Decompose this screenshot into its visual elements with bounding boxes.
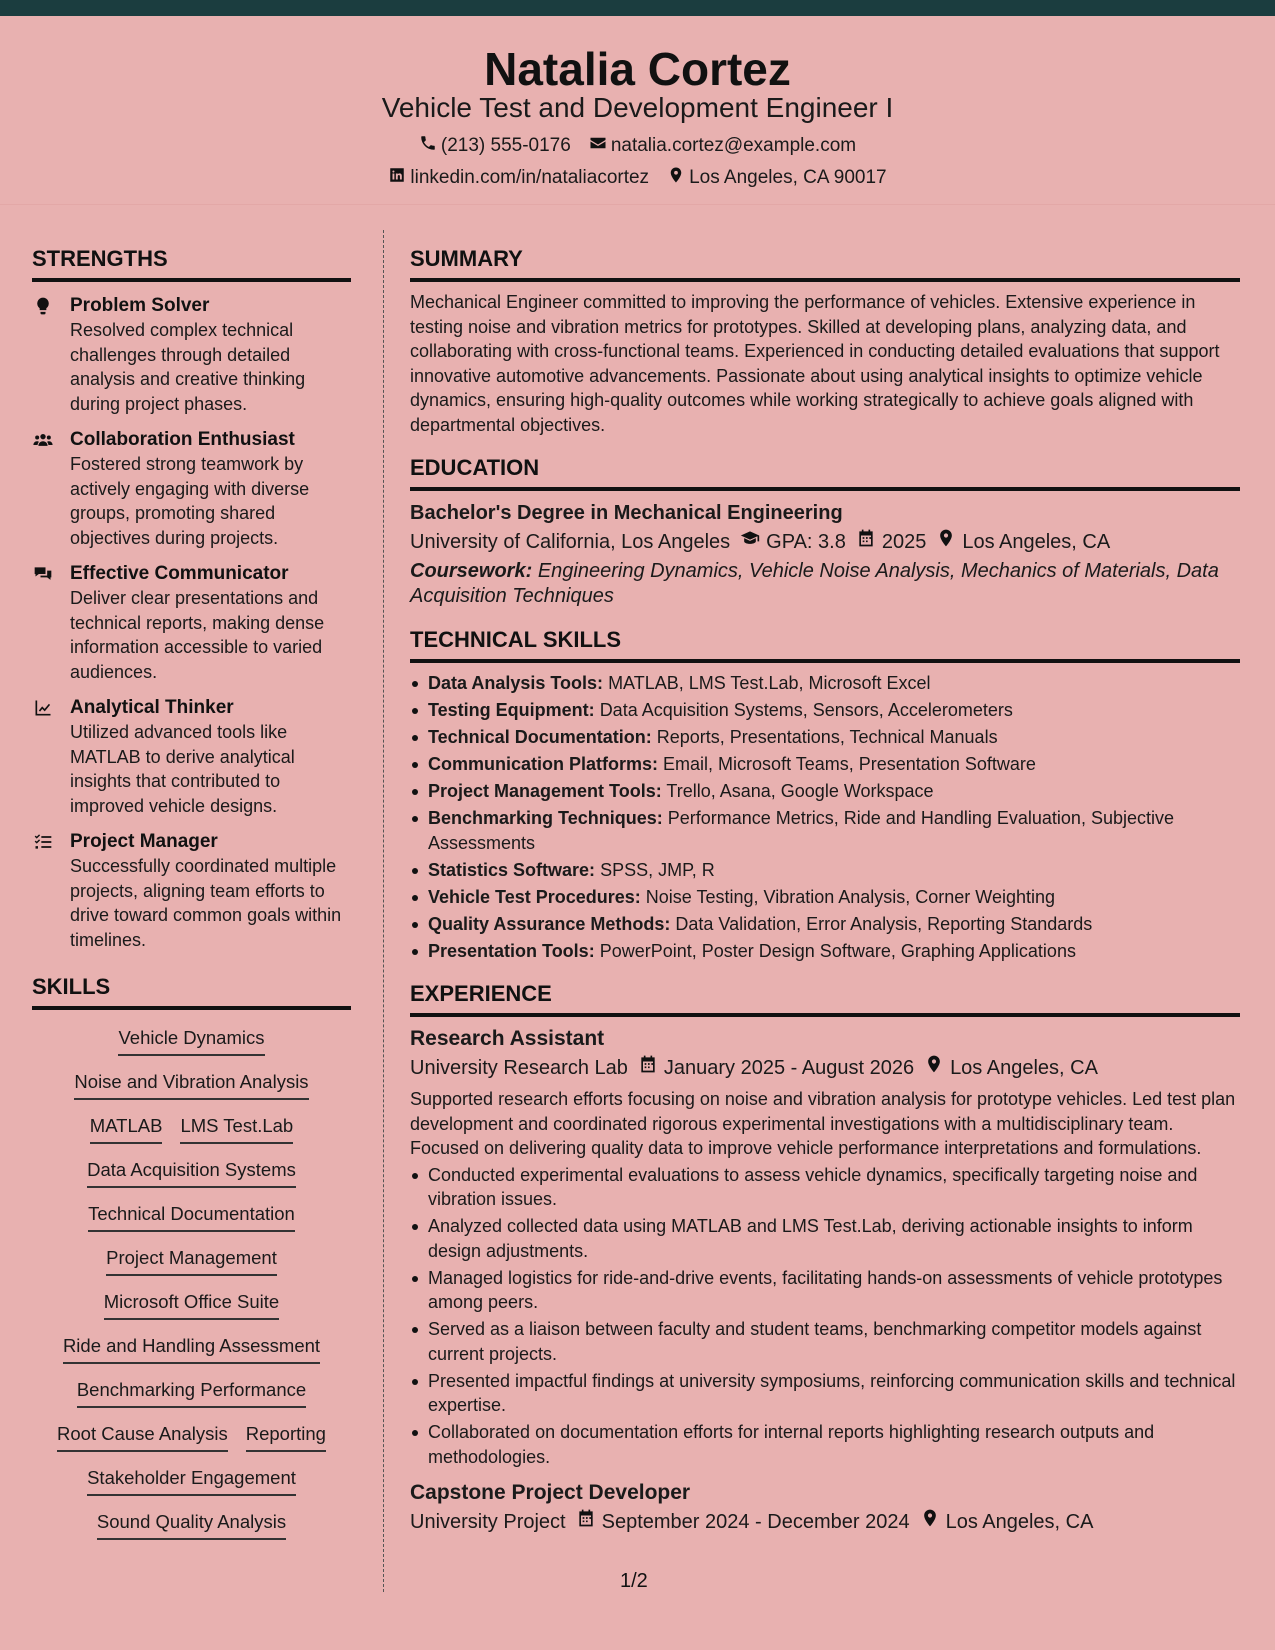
coursework-text: Engineering Dynamics, Vehicle Noise Analysis, Mechanics of Materials, Data Acquisition Techniques — [410, 560, 1219, 607]
job-dates: January 2025 - August 2026 — [663, 1057, 915, 1079]
linkedin-contact[interactable] — [388, 166, 649, 190]
technical-skill-item — [410, 939, 1240, 964]
school-name: University of California, Los Angeles — [410, 531, 731, 553]
technical-skills-heading: TECHNICAL SKILLS — [410, 627, 1240, 663]
strength-item — [32, 294, 351, 416]
page-number: 1/2 — [620, 1570, 648, 1592]
right-column — [410, 246, 1240, 1555]
skills-row — [38, 1510, 345, 1540]
job-dates: September 2024 - December 2024 — [601, 1511, 910, 1533]
technical-skill-item — [410, 912, 1240, 937]
skills-row — [38, 1070, 345, 1100]
job-bullet: Presented impactful findings at university symposiums, reinforcing communication skills and technical expertise. — [410, 1369, 1240, 1418]
edu-location-text: Los Angeles, CA — [962, 531, 1111, 553]
top-accent-bar — [0, 0, 1275, 16]
resume-header — [0, 16, 1275, 204]
strength-description: Resolved complex technical challenges through detailed analysis and creative thinking during project phases. — [70, 320, 306, 414]
skill-tag: Root Cause Analysis — [57, 1422, 228, 1452]
job-entry — [410, 1479, 1240, 1537]
phone-contact[interactable] — [419, 134, 571, 158]
skills-row — [38, 1422, 345, 1452]
skills-row — [38, 1466, 345, 1496]
contact-row-1 — [0, 134, 1275, 158]
email-text: natalia.cortez@example.com — [610, 135, 857, 156]
technical-skill-item — [410, 752, 1240, 777]
technical-skill-item — [410, 806, 1240, 855]
skills-row — [38, 1246, 345, 1276]
job-meta — [410, 1053, 1240, 1083]
strength-title: Problem Solver — [70, 295, 210, 316]
skills-list — [32, 1026, 351, 1540]
technical-skill-item — [410, 725, 1240, 750]
phone-icon — [419, 134, 437, 158]
contact-row-2 — [0, 166, 1275, 190]
skills-row — [38, 1290, 345, 1320]
year-text: 2025 — [881, 531, 927, 553]
candidate-name: Natalia Cortez — [484, 43, 791, 95]
strength-description: Utilized advanced tools like MATLAB to derive analytical insights that contributed to improved vehicle designs. — [70, 722, 295, 816]
technical-skill-item — [410, 779, 1240, 804]
skill-tag: Benchmarking Performance — [77, 1378, 306, 1408]
skill-tag: Microsoft Office Suite — [104, 1290, 279, 1320]
skill-tag: Sound Quality Analysis — [97, 1510, 286, 1540]
header-separator — [0, 204, 1275, 205]
technical-skills-section — [410, 627, 1240, 963]
year-item — [856, 527, 927, 557]
job-bullet: Served as a liaison between faculty and student teams, benchmarking competitor models against current projects. — [410, 1317, 1240, 1366]
skill-tag: LMS Test.Lab — [180, 1114, 293, 1144]
experience-section — [410, 981, 1240, 1537]
skill-tag: Technical Documentation — [88, 1202, 295, 1232]
envelope-icon — [589, 134, 607, 158]
map-pin-icon — [667, 166, 685, 190]
strength-item — [32, 696, 351, 818]
location-contact — [667, 166, 887, 190]
technical-skill-label: Statistics Software: — [428, 859, 596, 880]
strengths-heading: STRENGTHS — [32, 246, 351, 282]
skill-tag: Stakeholder Engagement — [87, 1466, 296, 1496]
education-heading: EDUCATION — [410, 455, 1240, 491]
job-bullet: Conducted experimental evaluations to assess vehicle dynamics, specifically targeting noise and vibration issues. — [410, 1163, 1240, 1212]
job-dates-item — [576, 1507, 910, 1537]
technical-skills-list — [410, 671, 1240, 963]
job-bullet: Managed logistics for ride-and-drive events, facilitating hands-on assessments of vehicle prototypes among peers. — [410, 1266, 1240, 1315]
strength-description: Successfully coordinated multiple projects, aligning team efforts to drive toward common goals within timelines. — [70, 856, 342, 950]
job-bullet: Collaborated on documentation efforts for internal reports highlighting research outputs and methodologies. — [410, 1420, 1240, 1469]
skills-row — [38, 1114, 345, 1144]
strength-title: Collaboration Enthusiast — [70, 429, 295, 450]
job-location-item — [924, 1053, 1098, 1083]
location-text: Los Angeles, CA 90017 — [689, 167, 887, 188]
summary-heading: SUMMARY — [410, 246, 1240, 282]
summary-section — [410, 246, 1240, 437]
technical-skill-item — [410, 698, 1240, 723]
skill-tag: Noise and Vibration Analysis — [74, 1070, 308, 1100]
technical-skill-label: Project Management Tools: — [428, 781, 662, 801]
technical-skill-label: Presentation Tools: — [428, 940, 595, 961]
summary-text: Mechanical Engineer committed to improving the performance of vehicles. Extensive experience in testing noise and vibration metrics for prototypes. Skilled at developing plans, analyzing data, and collaborating with cross-functional teams. Experienced in conducting detailed evaluations that support innovative automotive advancements. Passionate about using analytical insights to optimize vehicle dynamics, ensuring high-quality outcomes while working strategically to achieve goals aligned with departmental objectives. — [410, 292, 1220, 435]
technical-skill-label: Technical Documentation: — [428, 727, 652, 747]
job-bullets — [410, 1163, 1240, 1470]
job-description: Supported research efforts focusing on noise and vibration analysis for prototype vehicles. Led test plan development and coordinated rigorous experimental investigations with a multidisciplinary team. Focused on delivering quality data to improve vehicle performance interpretations and formulations. — [410, 1089, 1236, 1158]
technical-skill-label: Quality Assurance Methods: — [428, 913, 671, 934]
map-pin-icon — [920, 1507, 940, 1537]
calendar-icon — [856, 527, 876, 557]
job-location: Los Angeles, CA — [945, 1511, 1094, 1533]
technical-skill-value: Email, Microsoft Teams, Presentation Software — [663, 754, 1036, 774]
job-title: Capstone Project Developer — [410, 1481, 691, 1504]
job-dates-item — [638, 1053, 914, 1083]
coursework — [410, 559, 1240, 609]
gpa-text: GPA: 3.8 — [766, 531, 846, 553]
strength-title: Analytical Thinker — [70, 697, 234, 718]
calendar-icon — [638, 1053, 658, 1083]
technical-skill-value: MATLAB, LMS Test.Lab, Microsoft Excel — [608, 673, 931, 693]
skill-tag: MATLAB — [90, 1114, 163, 1144]
comments-icon — [32, 564, 54, 584]
job-meta — [410, 1507, 1240, 1537]
technical-skill-item — [410, 858, 1240, 883]
technical-skill-item — [410, 885, 1240, 910]
job-org: University Project — [410, 1511, 566, 1533]
technical-skill-label: Data Analysis Tools: — [428, 673, 604, 693]
technical-skill-value: Trello, Asana, Google Workspace — [666, 781, 934, 801]
technical-skill-value: Performance Metrics, Ride and Handling Evaluation, Subjective Assessments — [428, 808, 1174, 853]
technical-skill-value: PowerPoint, Poster Design Software, Graphing Applications — [599, 940, 1076, 961]
skills-row — [38, 1158, 345, 1188]
map-pin-icon — [924, 1053, 944, 1083]
job-bullet: Analyzed collected data using MATLAB and LMS Test.Lab, deriving actionable insights to inform design adjustments. — [410, 1214, 1240, 1263]
technical-skill-label: Vehicle Test Procedures: — [428, 886, 641, 907]
degree-title: Bachelor's Degree in Mechanical Engineering — [410, 502, 843, 524]
strength-title: Effective Communicator — [70, 563, 289, 584]
job-org: University Research Lab — [410, 1057, 628, 1079]
phone-text: (213) 555-0176 — [440, 135, 571, 156]
gpa-item — [740, 527, 846, 557]
strength-title: Project Manager — [70, 831, 218, 852]
skills-row — [38, 1334, 345, 1364]
education-meta — [410, 527, 1240, 557]
technical-skill-label: Benchmarking Techniques: — [428, 808, 663, 828]
skill-tag: Data Acquisition Systems — [87, 1158, 296, 1188]
skills-row — [38, 1026, 345, 1056]
technical-skill-label: Testing Equipment: — [428, 700, 595, 720]
linkedin-text: linkedin.com/in/nataliacortez — [410, 167, 650, 188]
column-divider — [383, 230, 384, 1592]
left-column — [32, 246, 351, 1540]
strength-description: Deliver clear presentations and technical reports, making dense information accessible to varied audiences. — [70, 588, 325, 682]
technical-skill-value: Data Validation, Error Analysis, Reporting Standards — [675, 913, 1093, 934]
skill-tag: Project Management — [106, 1246, 277, 1276]
skills-row — [38, 1202, 345, 1232]
strength-description: Fostered strong teamwork by actively engaging with diverse groups, promoting shared objectives during projects. — [70, 454, 310, 548]
skills-heading: SKILLS — [32, 974, 351, 1010]
skills-row — [38, 1378, 345, 1408]
experience-heading: EXPERIENCE — [410, 981, 1240, 1017]
lightbulb-icon — [32, 296, 54, 316]
job-entry — [410, 1025, 1240, 1469]
list-check-icon — [32, 832, 54, 852]
technical-skill-value: Noise Testing, Vibration Analysis, Corner Weighting — [645, 886, 1055, 907]
candidate-title: Vehicle Test and Development Engineer I — [381, 92, 894, 123]
skill-tag: Ride and Handling Assessment — [63, 1334, 320, 1364]
edu-location-item — [936, 527, 1110, 557]
strength-item — [32, 428, 351, 550]
skill-tag: Vehicle Dynamics — [118, 1026, 264, 1056]
strength-item — [32, 562, 351, 684]
technical-skill-item — [410, 671, 1240, 696]
email-contact[interactable] — [589, 134, 856, 158]
job-location-item — [920, 1507, 1094, 1537]
skill-tag: Reporting — [246, 1422, 326, 1452]
technical-skill-value: Data Acquisition Systems, Sensors, Accelerometers — [599, 700, 1013, 720]
technical-skill-value: Reports, Presentations, Technical Manuals — [656, 727, 998, 747]
users-icon — [32, 430, 54, 450]
chart-line-icon — [32, 698, 54, 718]
map-pin-icon — [936, 527, 956, 557]
graduation-cap-icon — [740, 527, 760, 557]
job-location: Los Angeles, CA — [950, 1057, 1098, 1079]
calendar-icon — [576, 1507, 596, 1537]
strength-item — [32, 830, 351, 952]
job-title: Research Assistant — [410, 1027, 605, 1050]
technical-skill-label: Communication Platforms: — [428, 754, 659, 774]
coursework-label: Coursework: — [410, 560, 533, 582]
linkedin-icon — [388, 166, 406, 190]
education-section — [410, 455, 1240, 609]
technical-skill-value: SPSS, JMP, R — [600, 859, 715, 880]
